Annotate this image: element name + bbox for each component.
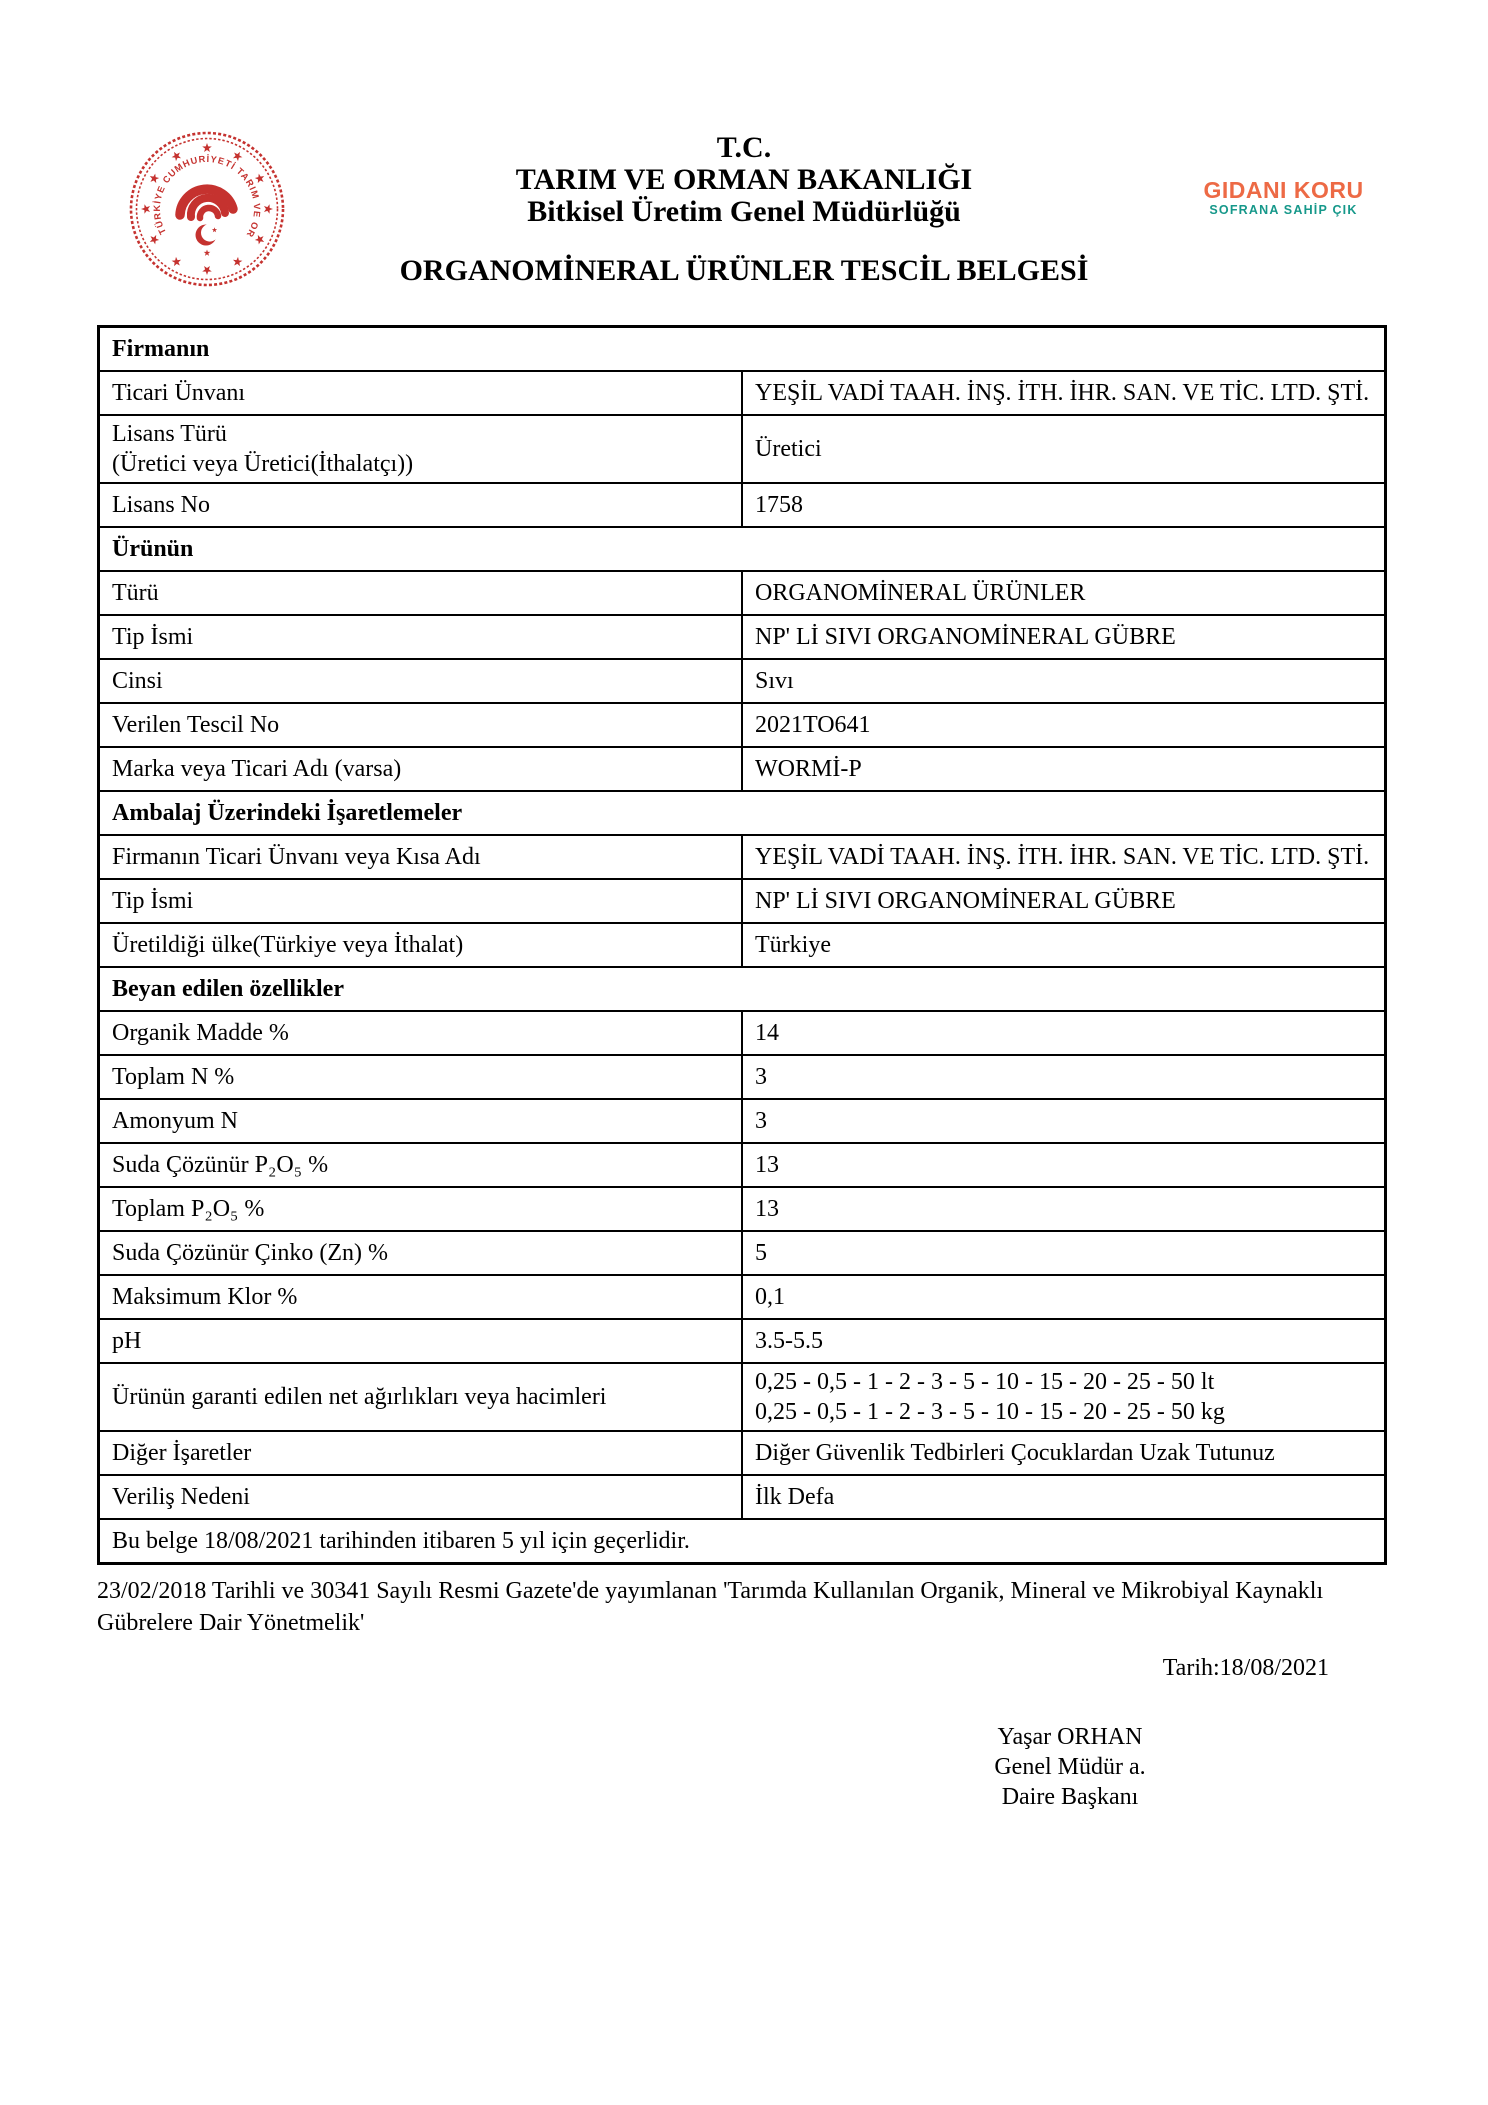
date-line: Tarih:18/08/2021 (1162, 1655, 1329, 1681)
section-header-cell: Ürünün (99, 527, 1386, 571)
table-row (99, 879, 1386, 923)
row-label: Maksimum Klor % (99, 1275, 743, 1319)
row-label: pH (99, 1319, 743, 1363)
row-label: Verilen Tescil No (99, 703, 743, 747)
signature-block (830, 1722, 1310, 1812)
section-header-cell: Ambalaj Üzerindeki İşaretlemeler (99, 791, 1386, 835)
table-row (99, 967, 1386, 1011)
row-value: 13 (742, 1143, 1386, 1187)
table-row (99, 615, 1386, 659)
table-row (99, 923, 1386, 967)
table-row (99, 835, 1386, 879)
row-label: Tip İsmi (99, 879, 743, 923)
table-row (99, 791, 1386, 835)
row-value: 3.5-5.5 (742, 1319, 1386, 1363)
row-value: Diğer Güvenlik Tedbirleri Çocuklardan Uzak Tutunuz (742, 1431, 1386, 1475)
row-value: 5 (742, 1231, 1386, 1275)
table-row (99, 415, 1386, 483)
table-row (99, 1363, 1386, 1431)
table-row (99, 1231, 1386, 1275)
page-title: ORGANOMİNERAL ÜRÜNLER TESCİL BELGESİ (399, 254, 1089, 287)
row-label: Veriliş Nedeni (99, 1475, 743, 1519)
gidani-koru-logo (1196, 178, 1371, 218)
table-row (99, 483, 1386, 527)
table-row (99, 1011, 1386, 1055)
row-value: Üretici (742, 415, 1386, 483)
header-area (0, 0, 1488, 325)
table-row (99, 747, 1386, 791)
row-value: YEŞİL VADİ TAAH. İNŞ. İTH. İHR. SAN. VE TİC. LTD. ŞTİ. (742, 371, 1386, 415)
row-label: Üretildiği ülke(Türkiye veya İthalat) (99, 923, 743, 967)
row-label: Ürünün garanti edilen net ağırlıkları veya hacimleri (99, 1363, 743, 1431)
row-label: Marka veya Ticari Adı (varsa) (99, 747, 743, 791)
row-label: Toplam N % (99, 1055, 743, 1099)
row-value: NP' Lİ SIVI ORGANOMİNERAL GÜBRE (742, 879, 1386, 923)
table-row (99, 1099, 1386, 1143)
row-value: 3 (742, 1099, 1386, 1143)
row-label: Cinsi (99, 659, 743, 703)
table-row (99, 527, 1386, 571)
header-directorate-line: Bitkisel Üretim Genel Müdürlüğü (527, 195, 961, 228)
seal-ring-text: TÜRKİYE CUMHURİYETİ TARIM VE ORMAN BAKANLIĞI (151, 153, 263, 240)
signature-name: Yaşar ORHAN (997, 1724, 1143, 1750)
row-label: Türü (99, 571, 743, 615)
row-label: Diğer İşaretler (99, 1431, 743, 1475)
gidani-koru-text: GIDANI KORU (1203, 177, 1364, 203)
section-header-cell: Firmanın (99, 327, 1386, 372)
certificate-table (97, 325, 1387, 1565)
row-value: İlk Defa (742, 1475, 1386, 1519)
signature-title-2: Daire Başkanı (1001, 1784, 1139, 1810)
table-row (99, 1275, 1386, 1319)
row-label: Suda Çözünür Çinko (Zn) % (99, 1231, 743, 1275)
row-value: ORGANOMİNERAL ÜRÜNLER (742, 571, 1386, 615)
table-row (99, 659, 1386, 703)
section-header-cell: Beyan edilen özellikler (99, 967, 1386, 1011)
table-row (99, 571, 1386, 615)
row-value: 0,1 (742, 1275, 1386, 1319)
row-value: Sıvı (742, 659, 1386, 703)
row-label: Organik Madde % (99, 1011, 743, 1055)
table-row (99, 703, 1386, 747)
table-row (99, 327, 1386, 372)
header-ministry-line: TARIM VE ORMAN BAKANLIĞI (515, 163, 973, 196)
table-row (99, 1431, 1386, 1475)
regulation-note: 23/02/2018 Tarihli ve 30341 Sayılı Resmi Gazete'de yayımlanan 'Tarımda Kullanılan Organik, Mineral ve Mikrobiyal Kaynaklı Gübrelere Dair Yönetmelik' (97, 1578, 1324, 1636)
table-row (99, 1055, 1386, 1099)
row-value: 14 (742, 1011, 1386, 1055)
table-row (99, 1519, 1386, 1564)
row-label: Lisans No (99, 483, 743, 527)
row-label: Suda Çözünür P₂O₅ % (99, 1143, 743, 1187)
table-row (99, 371, 1386, 415)
table-row (99, 1475, 1386, 1519)
certificate-table-body (99, 327, 1386, 1564)
row-value: WORMİ-P (742, 747, 1386, 791)
table-row (99, 1319, 1386, 1363)
row-label: Firmanın Ticari Ünvanı veya Kısa Adı (99, 835, 743, 879)
validity-note-cell: Bu belge 18/08/2021 tarihinden itibaren 5 yıl için geçerlidir. (99, 1519, 1386, 1564)
row-value: Türkiye (742, 923, 1386, 967)
row-label: Tip İsmi (99, 615, 743, 659)
table-row (99, 1143, 1386, 1187)
row-label: Amonyum N (99, 1099, 743, 1143)
row-label: Lisans Türü (Üretici veya Üretici(İthalatçı)) (99, 415, 743, 483)
row-label: Toplam P₂O₅ % (99, 1187, 743, 1231)
table-row (99, 1187, 1386, 1231)
row-value: 2021TO641 (742, 703, 1386, 747)
row-value: NP' Lİ SIVI ORGANOMİNERAL GÜBRE (742, 615, 1386, 659)
signature-title-1: Genel Müdür a. (994, 1754, 1146, 1780)
row-label: Ticari Ünvanı (99, 371, 743, 415)
row-value: 0,25 - 0,5 - 1 - 2 - 3 - 5 - 10 - 15 - 20 - 25 - 50 lt 0,25 - 0,5 - 1 - 2 - 3 - 5 - 10 - 15 - 20 - 25 - 50 kg (742, 1363, 1386, 1431)
sofrana-sahip-cik-text: SOFRANA SAHİP ÇIK (1209, 203, 1358, 217)
row-value: 3 (742, 1055, 1386, 1099)
row-value: 1758 (742, 483, 1386, 527)
header-tc-line: T.C. (716, 131, 772, 164)
row-value: YEŞİL VADİ TAAH. İNŞ. İTH. İHR. SAN. VE TİC. LTD. ŞTİ. (742, 835, 1386, 879)
row-value: 13 (742, 1187, 1386, 1231)
